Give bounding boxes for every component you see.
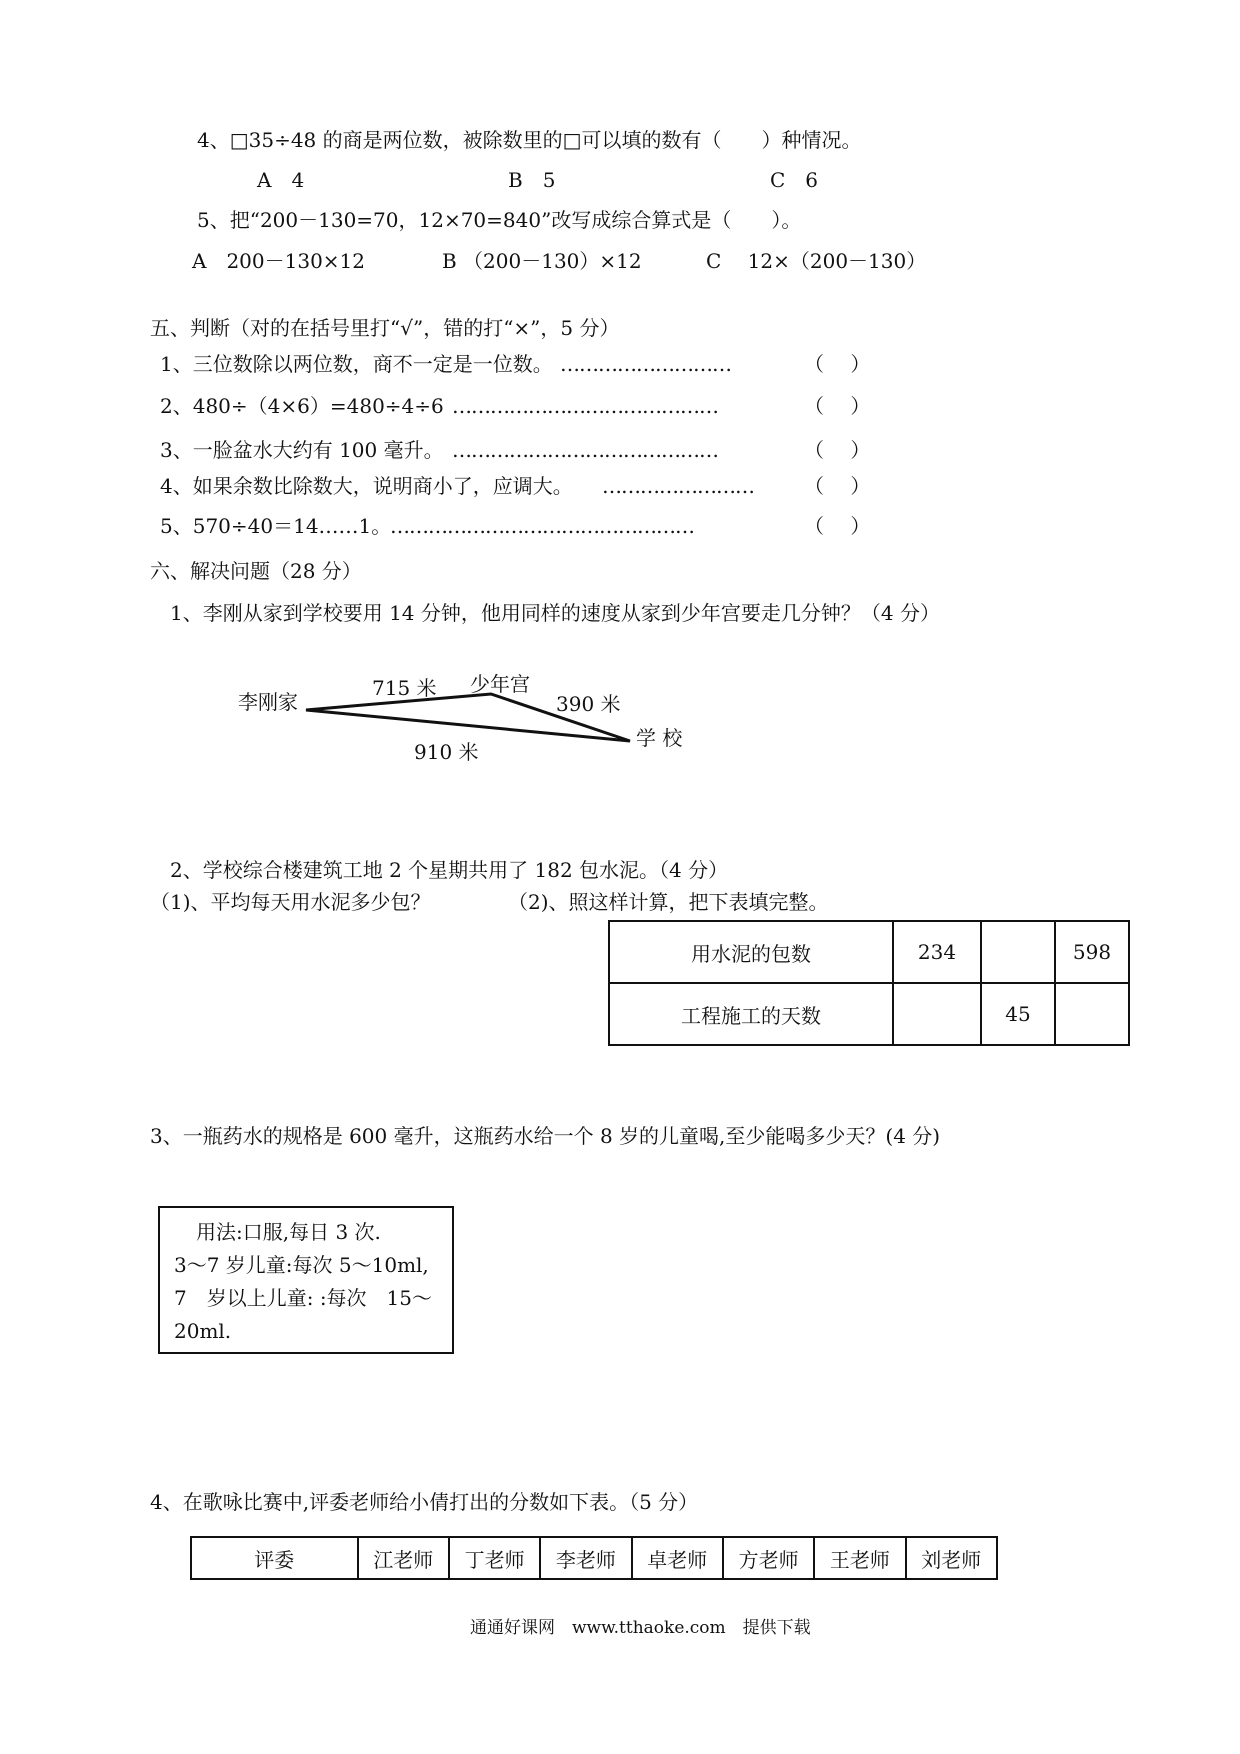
judges-table: [190, 1536, 998, 1580]
answer-bracket[interactable]: （ ）: [804, 352, 871, 376]
section6-title: 六、解决问题（28 分）: [150, 559, 362, 583]
answer-bracket[interactable]: （ ）: [804, 474, 871, 498]
q4-option-b: B 5: [508, 168, 556, 192]
dosage-line: 3～7 岁儿童:每次 5～10ml,: [174, 1253, 429, 1277]
table-cell: 工程施工的天数: [609, 983, 893, 1045]
table-header-cell: 江老师: [358, 1537, 449, 1579]
table-row: [609, 921, 1129, 983]
table-cell[interactable]: [893, 983, 981, 1045]
answer-bracket[interactable]: （ ）: [804, 438, 871, 462]
dosage-box: [158, 1206, 454, 1354]
dot-leader: ………………………: [560, 352, 731, 376]
problem2-stem: 2、学校综合楼建筑工地 2 个星期共用了 182 包水泥。（4 分）: [170, 858, 729, 882]
answer-bracket[interactable]: （ ）: [804, 394, 871, 418]
q4-stem: 4、□35÷48 的商是两位数，被除数里的□可以填的数有（ ）种情况。: [197, 128, 862, 152]
label-home: 李刚家: [238, 690, 298, 714]
q5-stem: 5、把“200－130=70，12×70=840”改写成综合算式是（ ）。: [197, 208, 802, 232]
problem4-stem: 4、在歌咏比赛中,评委老师给小倩打出的分数如下表。（5 分）: [150, 1490, 699, 1514]
table-cell[interactable]: [981, 921, 1055, 983]
table-header-cell: 李老师: [540, 1537, 631, 1579]
dot-leader: ……………………………………: [452, 394, 718, 418]
problem2-sub2: （2)、照这样计算，把下表填完整。: [508, 890, 829, 914]
answer-bracket[interactable]: （ ）: [804, 514, 871, 538]
dot-leader: ……………………………………: [452, 438, 718, 462]
table-row: [191, 1537, 997, 1579]
footer-text: 通通好课网 www.tthaoke.com 提供下载: [470, 1618, 811, 1638]
distance-palace-school: 390 米: [556, 692, 621, 716]
q5-option-c: C 12×（200－130）: [706, 249, 927, 273]
table-row: [609, 983, 1129, 1045]
dot-leader: ……………………: [602, 474, 754, 498]
table-header-cell: 丁老师: [449, 1537, 540, 1579]
label-palace: 少年宫: [470, 672, 530, 696]
table-cell: 45: [981, 983, 1055, 1045]
q5-option-a: A 200－130×12: [192, 249, 365, 273]
q5-option-b: B （200－130）×12: [442, 249, 642, 273]
distance-home-palace: 715 米: [372, 676, 437, 700]
problem3-stem: 3、一瓶药水的规格是 600 毫升，这瓶药水给一个 8 岁的儿童喝,至少能喝多少天？(4 分): [150, 1124, 941, 1148]
q4-option-a: A 4: [257, 168, 305, 192]
judge-item-2: 2、480÷（4×6）=480÷4÷6: [160, 394, 444, 418]
table-cell: 用水泥的包数: [609, 921, 893, 983]
judge-item-4: 4、如果余数比除数大，说明商小了，应调大。: [160, 474, 573, 498]
dosage-line: 用法:口服,每日 3 次.: [196, 1220, 381, 1244]
table-header-cell: 方老师: [723, 1537, 814, 1579]
problem2-sub1: （1)、平均每天用水泥多少包？: [150, 890, 431, 914]
section5-title: 五、判断（对的在括号里打“√”，错的打“×”，5 分）: [150, 316, 620, 340]
problem1-stem: 1、李刚从家到学校要用 14 分钟，他用同样的速度从家到少年宫要走几分钟？（4 分）: [170, 601, 940, 625]
table-cell: 234: [893, 921, 981, 983]
table-header-cell: 刘老师: [906, 1537, 997, 1579]
table-header-cell: 王老师: [814, 1537, 905, 1579]
route-diagram: [0, 0, 1240, 800]
judge-item-1: 1、三位数除以两位数，商不一定是一位数。: [160, 352, 553, 376]
table-cell[interactable]: [1055, 983, 1129, 1045]
distance-home-school: 910 米: [414, 740, 479, 764]
judge-item-5: 5、570÷40＝14……1。: [160, 514, 392, 538]
dot-leader: …………………………………………: [390, 514, 694, 538]
dosage-line: 20ml.: [174, 1319, 232, 1343]
table-header-cell: 卓老师: [632, 1537, 723, 1579]
dosage-line: 7 岁以上儿童: :每次 15～: [174, 1286, 433, 1310]
q4-option-c: C 6: [770, 168, 819, 192]
label-school: 学 校: [636, 726, 683, 750]
cement-table: [608, 920, 1130, 1046]
judge-item-3: 3、一脸盆水大约有 100 毫升。: [160, 438, 444, 462]
table-header-cell: 评委: [191, 1537, 358, 1579]
table-cell: 598: [1055, 921, 1129, 983]
